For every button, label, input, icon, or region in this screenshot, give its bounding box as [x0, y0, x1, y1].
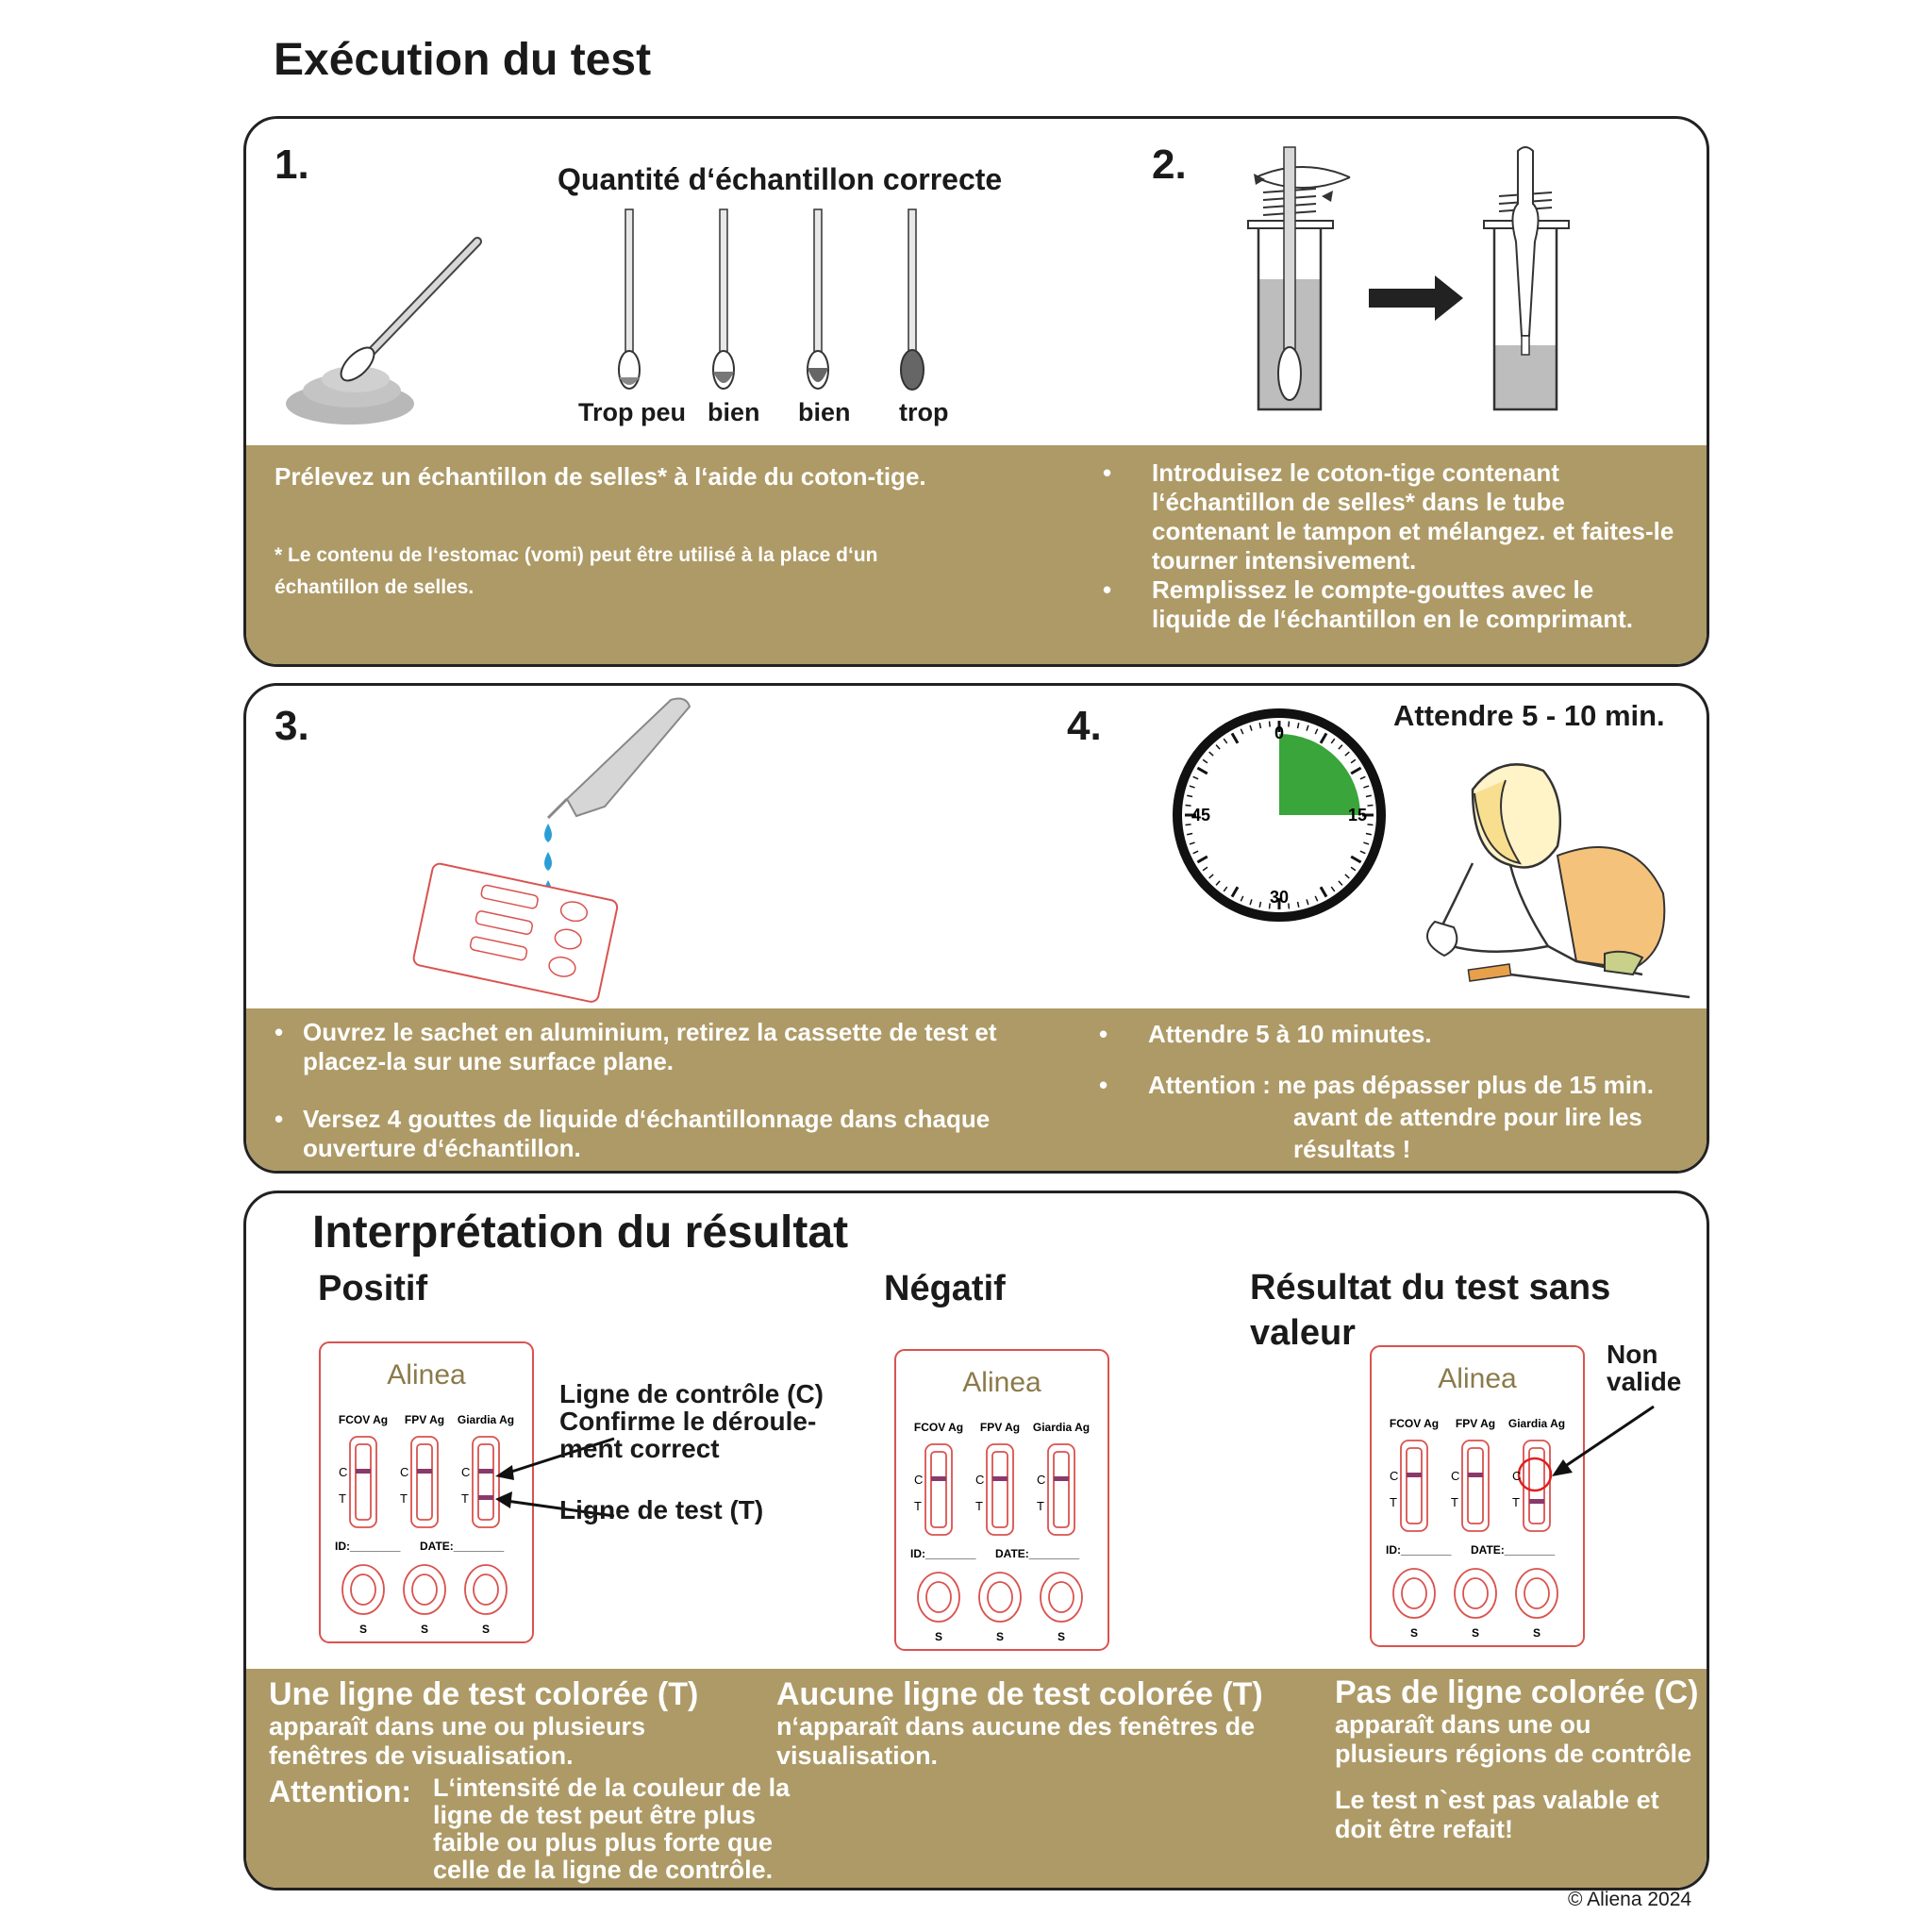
step-3-bullet: • Versez 4 gouttes de liquide d‘échantillonnage dans chaque ouverture d‘échantillon. [275, 1105, 1001, 1163]
strip-label-giardia: Giardia Ag [1507, 1417, 1566, 1430]
id-field: ID:________ [910, 1547, 976, 1560]
clock-tick [1186, 806, 1191, 807]
t-label: T [1037, 1499, 1044, 1513]
control-line [1054, 1476, 1069, 1481]
clock-tick [1186, 824, 1191, 825]
positive-description [269, 1676, 791, 1884]
swab-too-much [901, 209, 924, 390]
s-label: S [358, 1623, 368, 1636]
strip-label-fcov: FCOV Ag [338, 1413, 389, 1426]
clock-tick [1367, 806, 1373, 807]
step-1-note: * Le contenu de l‘estomac (vomi) peut être utilisé à la place d‘un échantillon de selles. [275, 544, 878, 598]
results-text-band [246, 1669, 1707, 1888]
steps-3-4-text-band [246, 1008, 1707, 1171]
step-4-bullet: • Attendre 5 à 10 minutes. [1099, 1018, 1703, 1050]
steps-1-2-text-band [246, 445, 1707, 664]
date-field: DATE:________ [995, 1547, 1080, 1560]
step-2-number: 2. [1152, 142, 1187, 188]
swab-quantity-illustration [614, 209, 1010, 398]
brand-logo: Alinea [1438, 1363, 1517, 1394]
annotation-invalid: Non valide [1607, 1340, 1682, 1396]
c-label: C [914, 1473, 924, 1487]
clock-tick [1270, 722, 1271, 727]
swab-too-little [619, 209, 640, 389]
control-line [417, 1469, 432, 1474]
c-label: C [1512, 1469, 1522, 1483]
panel-steps-1-2 [243, 116, 1709, 667]
step-1-number: 1. [275, 142, 309, 188]
negative-desc-head: Aucune ligne de test colorée (T) [776, 1676, 1263, 1712]
annotation-control-line-1: Ligne de contrôle (C) [559, 1379, 824, 1408]
stool-swab-illustration [275, 223, 501, 430]
control-line [1468, 1473, 1483, 1477]
c-label: C [461, 1465, 471, 1479]
t-label: T [1390, 1495, 1397, 1509]
step-3-instructions [275, 1018, 1001, 1163]
s-label: S [1532, 1626, 1541, 1640]
id-field: ID:________ [1386, 1543, 1452, 1557]
swab-label-too-little: Trop peu [578, 398, 686, 426]
annotation-control-line-3: ment correct [559, 1434, 720, 1463]
clock-tick [1289, 722, 1290, 727]
panel-results [243, 1191, 1709, 1890]
step-3-number: 3. [275, 703, 309, 749]
invalid-description [1335, 1674, 1703, 1844]
control-line [992, 1476, 1008, 1481]
s-label: S [1471, 1626, 1480, 1640]
pipette-drops-cassette-illustration [416, 695, 718, 1016]
s-label: S [995, 1630, 1005, 1643]
step-4-instructions [1099, 1018, 1703, 1165]
step-4-attention-rest: avant de attendre pour lire les résultats ! [1293, 1103, 1642, 1163]
step-2-bullet: • Introduisez le coton-tige contenant l‘échantillon de selles* dans le tube contenant le tampon et mélangez. et faites-le tourner intensivement. [1103, 458, 1678, 575]
strip-label-giardia: Giardia Ag [457, 1413, 515, 1426]
strip-label-fpv: FPV Ag [1455, 1417, 1496, 1430]
strip-label-fpv: FPV Ag [979, 1421, 1021, 1434]
date-field: DATE:________ [1471, 1543, 1556, 1557]
step-2-bullet: • Remplissez le compte-gouttes avec le liquide de l‘échantillon en le comprimant. [1103, 575, 1678, 634]
swab-label-too-much: trop [899, 398, 949, 426]
invalid-desc2: Le test n`est pas valable et doit être refait! [1335, 1786, 1659, 1843]
t-label: T [1451, 1495, 1458, 1509]
clock-label-45: 45 [1191, 806, 1211, 824]
t-label: T [400, 1491, 408, 1506]
positive-attention-label: Attention: [269, 1774, 412, 1808]
control-line [1407, 1473, 1422, 1477]
step-4-attention-label: Attention : [1148, 1071, 1271, 1099]
strip-label-fcov: FCOV Ag [1389, 1417, 1440, 1430]
s-label: S [934, 1630, 943, 1643]
c-label: C [1037, 1473, 1046, 1487]
annotation-test-line: Ligne de test (T) [559, 1495, 764, 1524]
step-4-attention [1099, 1069, 1703, 1165]
s-label: S [481, 1623, 491, 1636]
negative-title: Négatif [884, 1269, 1006, 1308]
swab-label-good-1: bien [708, 398, 760, 426]
id-field: ID:________ [335, 1540, 401, 1553]
invalid-title: Résultat du test sans valeur [1250, 1268, 1611, 1353]
t-label: T [339, 1491, 346, 1506]
page-title: Exécution du test [274, 35, 652, 85]
brand-logo: Alinea [387, 1359, 466, 1391]
test-line [1529, 1499, 1544, 1504]
positive-title: Positif [318, 1269, 428, 1308]
invalid-desc-head: Pas de ligne colorée (C) [1335, 1674, 1699, 1710]
negative-desc: n‘apparaît dans aucune des fenêtres de visualisation. [776, 1712, 1256, 1770]
clock-tick [1367, 824, 1373, 825]
s-label: S [1409, 1626, 1419, 1640]
positive-attention [269, 1774, 791, 1884]
negative-description [776, 1676, 1286, 1771]
c-label: C [1451, 1469, 1460, 1483]
step-1-heading: Quantité d‘échantillon correcte [558, 162, 1003, 196]
control-line [931, 1476, 946, 1481]
positive-attention-text: L‘intensité de la couleur de la ligne de test peut être plus faible ou plus plus forte que celle de la ligne de contrôle. [433, 1774, 791, 1884]
c-label: C [400, 1465, 409, 1479]
panel-steps-3-4 [243, 683, 1709, 1174]
invalid-annotation-arrow [1548, 1401, 1661, 1486]
t-label: T [461, 1491, 469, 1506]
strip-label-giardia: Giardia Ag [1032, 1421, 1091, 1434]
swab-good-1 [713, 209, 734, 389]
date-field: DATE:________ [420, 1540, 505, 1553]
c-label: C [339, 1465, 348, 1479]
step-4-number: 4. [1067, 703, 1102, 749]
control-line [356, 1469, 371, 1474]
clock-label-0: 0 [1274, 724, 1285, 742]
cassette-negative-svg [893, 1348, 1110, 1652]
step-2-instructions [1103, 458, 1678, 634]
annotation-control-line [559, 1380, 824, 1462]
tube-swab-illustration [1246, 147, 1624, 430]
brand-logo: Alinea [962, 1367, 1041, 1398]
timer-clock [1171, 707, 1388, 924]
invalid-desc: apparaît dans une ou plusieurs régions de contrôle [1335, 1710, 1692, 1768]
cassette-invalid-svg [1369, 1344, 1586, 1648]
s-label: S [420, 1623, 429, 1636]
positive-desc-head: Une ligne de test colorée (T) [269, 1676, 699, 1712]
strip-label-fpv: FPV Ag [404, 1413, 445, 1426]
swab-good-2 [808, 209, 828, 389]
c-label: C [975, 1473, 985, 1487]
positive-desc: apparaît dans une ou plusieurs fenêtres de visualisation. [269, 1712, 646, 1770]
annotation-control-line-2: Confirme le déroule- [559, 1407, 817, 1436]
t-label: T [975, 1499, 983, 1513]
waiting-person-illustration [1416, 752, 1690, 997]
swab-label-good-2: bien [798, 398, 851, 426]
results-title: Interprétation du résultat [312, 1208, 849, 1257]
clock-label-15: 15 [1347, 806, 1368, 824]
step-3-bullet: • Ouvrez le sachet en aluminium, retirez la cassette de test et placez-la sur une surface plane. [275, 1018, 1001, 1076]
strip-label-fcov: FCOV Ag [913, 1421, 964, 1434]
t-label: T [914, 1499, 922, 1513]
step-1-instruction: Prélevez un échantillon de selles* à l‘aide du coton-tige. [275, 462, 926, 491]
c-label: C [1390, 1469, 1399, 1483]
copyright: © Aliena 2024 [1568, 1889, 1692, 1910]
step-4-attention-line1: ne pas dépasser plus de 15 min. [1277, 1071, 1655, 1099]
step-4-heading: Attendre 5 - 10 min. [1393, 699, 1665, 732]
clock-label-30: 30 [1269, 888, 1290, 907]
t-label: T [1512, 1495, 1520, 1509]
s-label: S [1057, 1630, 1066, 1643]
